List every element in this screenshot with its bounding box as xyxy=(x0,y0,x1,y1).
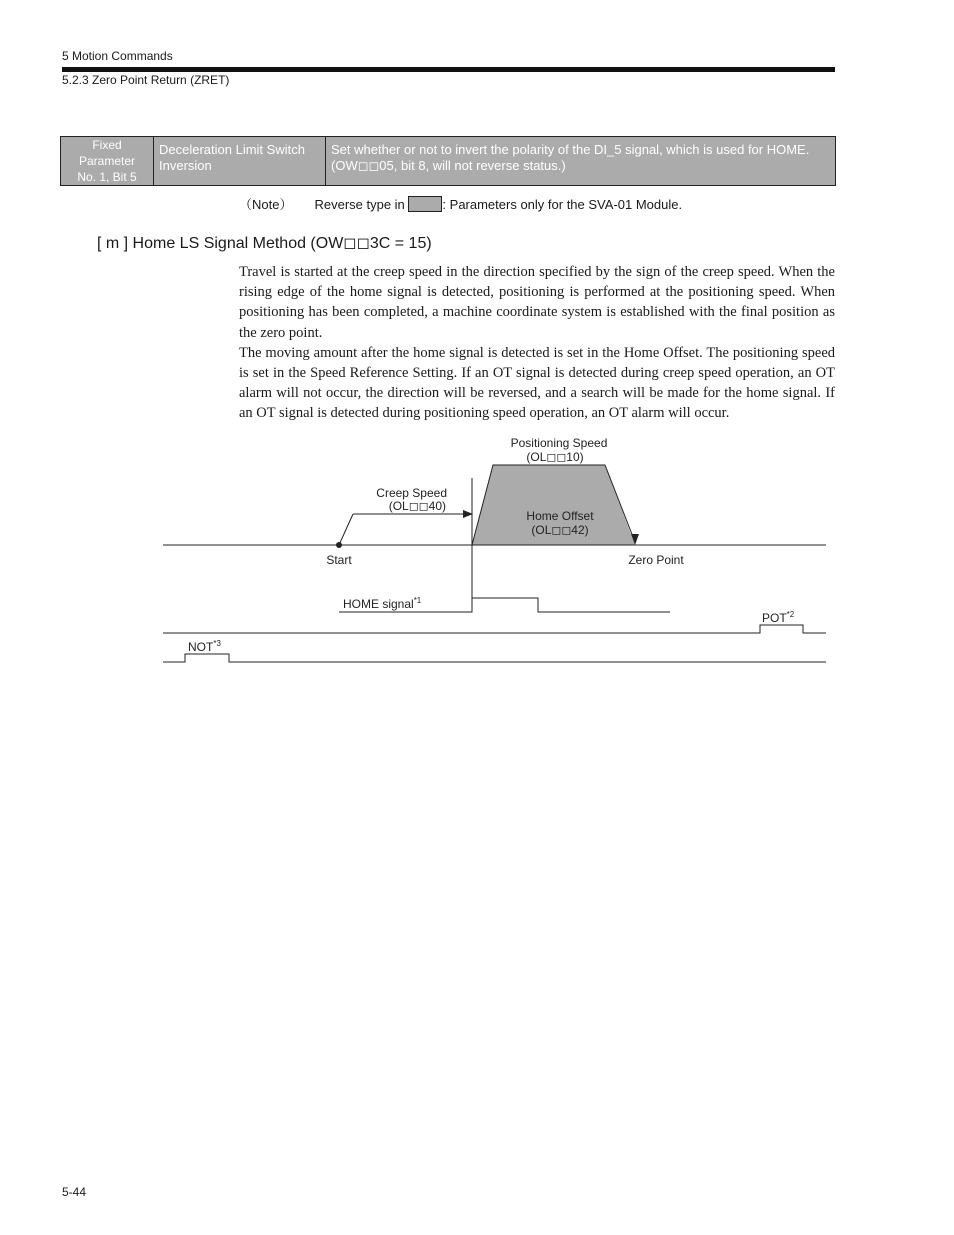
home-offset-register: (OL◻◻42) xyxy=(531,523,589,537)
page-number: 5-44 xyxy=(62,1185,87,1199)
zero-point-label: Zero Point xyxy=(628,553,684,567)
note-prefix: Reverse type in xyxy=(314,197,405,212)
parameter-number-cell xyxy=(61,137,154,186)
note-label: （Note） xyxy=(239,197,293,212)
body-text xyxy=(239,262,835,424)
chapter-header: 5 Motion Commands xyxy=(62,49,173,63)
parameter-number-line: Parameter xyxy=(78,154,136,168)
parameter-number-line: Fixed xyxy=(92,138,122,152)
reverse-type-swatch xyxy=(408,196,442,212)
home-signal-label: HOME signal$^{*1}$ xyxy=(343,596,422,611)
paragraph: The moving amount after the home signal is detected is set in the Home Offset. The positioning speed is set in the Speed Reference Setting. If an OT signal is detected during creep speed operation, an OT alarm will not occur, the direction will be reversed, and a search will be made for the home signal. If an OT signal is detected during positioning speed operation, an OT alarm will occur. xyxy=(239,344,835,422)
positioning-speed-register: (OL◻◻10) xyxy=(526,450,584,464)
pot-signal-waveform xyxy=(163,625,826,633)
parameter-table xyxy=(60,136,836,186)
home-offset-label: Home Offset xyxy=(526,509,594,523)
pot-label: POT$^{*2}$ xyxy=(762,610,795,625)
parameter-number-line: No. 1, Bit 5 xyxy=(77,170,137,184)
table-row xyxy=(61,137,836,186)
start-point-dot xyxy=(336,542,342,548)
not-label: NOT$^{*3}$ xyxy=(188,639,221,654)
creep-speed-register: (OL◻◻40) xyxy=(388,499,446,513)
section-header: 5.2.3 Zero Point Return (ZRET) xyxy=(62,73,230,87)
home-ls-timing-diagram xyxy=(150,430,840,675)
parameter-description-cell: Set whether or not to invert the polarity of the DI_5 signal, which is used for HOME. (OW◻◻05, bit 8, will not reverse status.) xyxy=(326,137,836,186)
section-heading: [ m ] Home LS Signal Method (OW◻◻3C = 15) xyxy=(97,235,432,252)
table-note xyxy=(239,194,682,213)
creep-speed-line xyxy=(339,514,353,545)
creep-speed-label: Creep Speed xyxy=(376,486,447,500)
not-signal-waveform xyxy=(163,654,826,662)
positioning-speed-label: Positioning Speed xyxy=(510,436,608,450)
start-label: Start xyxy=(326,553,352,567)
header-rule xyxy=(62,67,835,72)
parameter-name-cell: Deceleration Limit Switch Inversion xyxy=(154,137,326,186)
note-suffix: : Parameters only for the SVA-01 Module. xyxy=(442,197,683,212)
paragraph: Travel is started at the creep speed in the direction specified by the sign of the creep speed. When the rising edge of the home signal is detected, positioning is performed at the positioning speed. When positioning has been completed, a machine coordinate system is established with the final position as the zero point. xyxy=(239,264,835,341)
